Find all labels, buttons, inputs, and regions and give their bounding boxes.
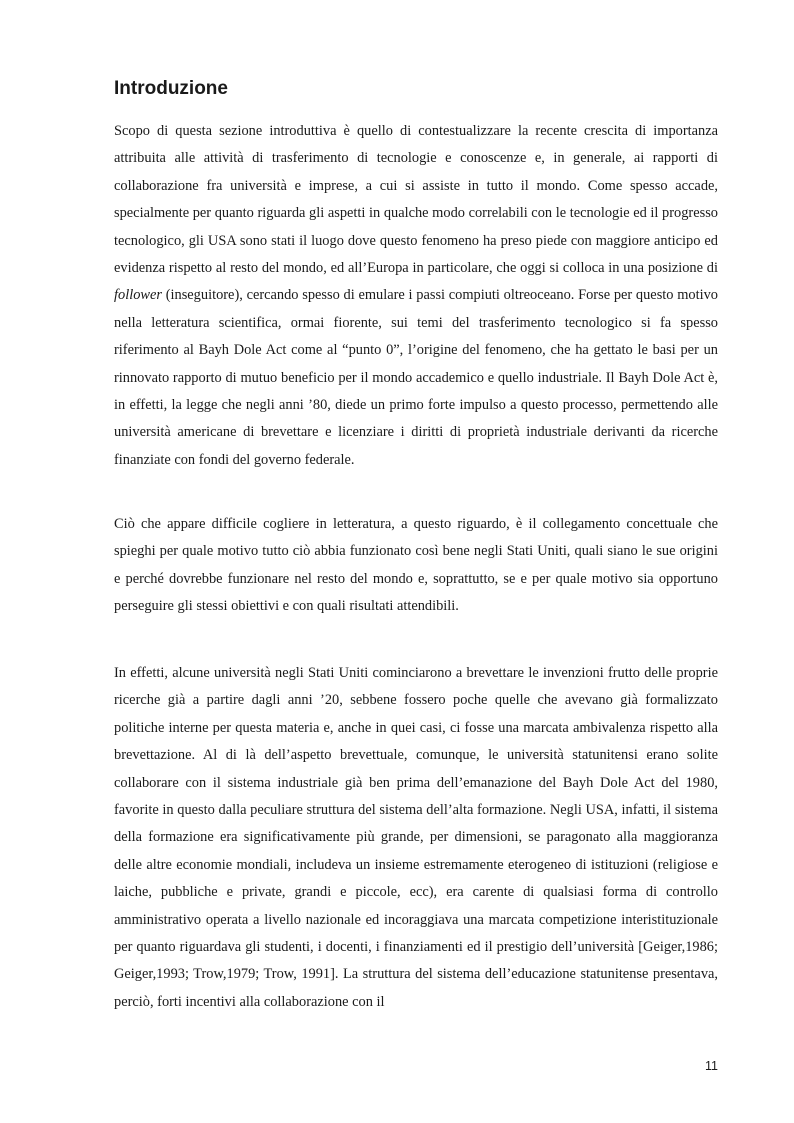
paragraph-conceptual-gap (114, 511, 718, 621)
italic-term-follower: follower (114, 287, 162, 304)
paragraph-text: In effetti, alcune università negli Stati Uniti cominciarono a brevettare le invenzioni frutto delle proprie ricerche già a partire dagli anni ’20, sebbene fossero poche quelle che avevano già formalizzato politiche interne per questa materia e, anche in quei casi, ci fosse una marcata ambivalenza rispetto alla brevettazione. Al di là dell’aspetto brevettuale, comunque, le università statunitensi erano solite collaborare con il sistema industriale già ben prima dell’emanazione del Bayh Dole Act del 1980, favorite in questo dalla peculiare struttura del sistema dell’alta formazione. Negli USA, infatti, il sistema della formazione era significativamente più grande, per dimensioni, se paragonato alla maggioranza delle altre economie mondiali, includeva un insieme estremamente eterogeneo di istituzioni (religiose e laiche, pubbliche e private, grandi e piccole, ecc), era carente di qualsiasi forma di controllo amministrativo operata a livello nazionale ed incoraggiava una marcata competizione interistituzionale per quanto riguardava gli studenti, i docenti, i finanziamenti ed il prestigio dell’università [Geiger,1986; Geiger,1993; Trow,1979; Trow, 1991]. La struttura del sistema dell’educazione statunitense presentava, perciò, forti incentivi alla collaborazione con il (114, 665, 718, 1010)
paragraph-text-part: (inseguitore), cercando spesso di emulare i passi compiuti oltreoceano. Forse per questo motivo nella letteratura scientifica, ormai fiorente, sui temi del trasferimento tecnologico si fa spesso riferimento al Bayh Dole Act come al “punto 0”, l’origine del fenomeno, che ha gettato le basi per un rinnovato rapporto di mutuo beneficio per il mondo accademico e quello industriale. Il Bayh Dole Act è, in effetti, la legge che negli anni ’80, diede un primo forte impulso a questo processo, permettendo alle università americane di brevettare e licenziare i diritti di proprietà industriale derivanti da ricerche finanziate con fondi del governo federale. (114, 287, 718, 468)
paragraph-text-part: Scopo di questa sezione introduttiva è quello di contestualizzare la recente crescita di importanza attribuita alle attività di trasferimento di tecnologie e conoscenze e, in generale, ai rapporti di collaborazione fra università e imprese, a cui si assiste in tutto il mondo. Come spesso accade, specialmente per quanto riguarda gli aspetti in qualche modo correlabili con le tecnologie ed il progresso tecnologico, gli USA sono stati il luogo dove questo fenomeno ha preso piede con maggiore anticipo ed evidenza rispetto al resto del mondo, ed all’Europa in particolare, che oggi si colloca in una posizione di (114, 123, 718, 277)
paragraph-text: Ciò che appare difficile cogliere in letteratura, a questo riguardo, è il collegamento concettuale che spieghi per quale motivo tutto ciò abbia funzionato così bene negli Stati Uniti, quali siano le sue origini e perché dovrebbe funzionare nel resto del mondo e, soprattutto, se e per quale motivo sia opportuno perseguire gli stessi obiettivi e con quali risultati attendibili. (114, 516, 718, 615)
section-title: Introduzione (114, 78, 228, 99)
paragraph-scope (114, 118, 718, 474)
page-number: 11 (705, 1059, 718, 1073)
paragraph-us-universities (114, 660, 718, 1016)
